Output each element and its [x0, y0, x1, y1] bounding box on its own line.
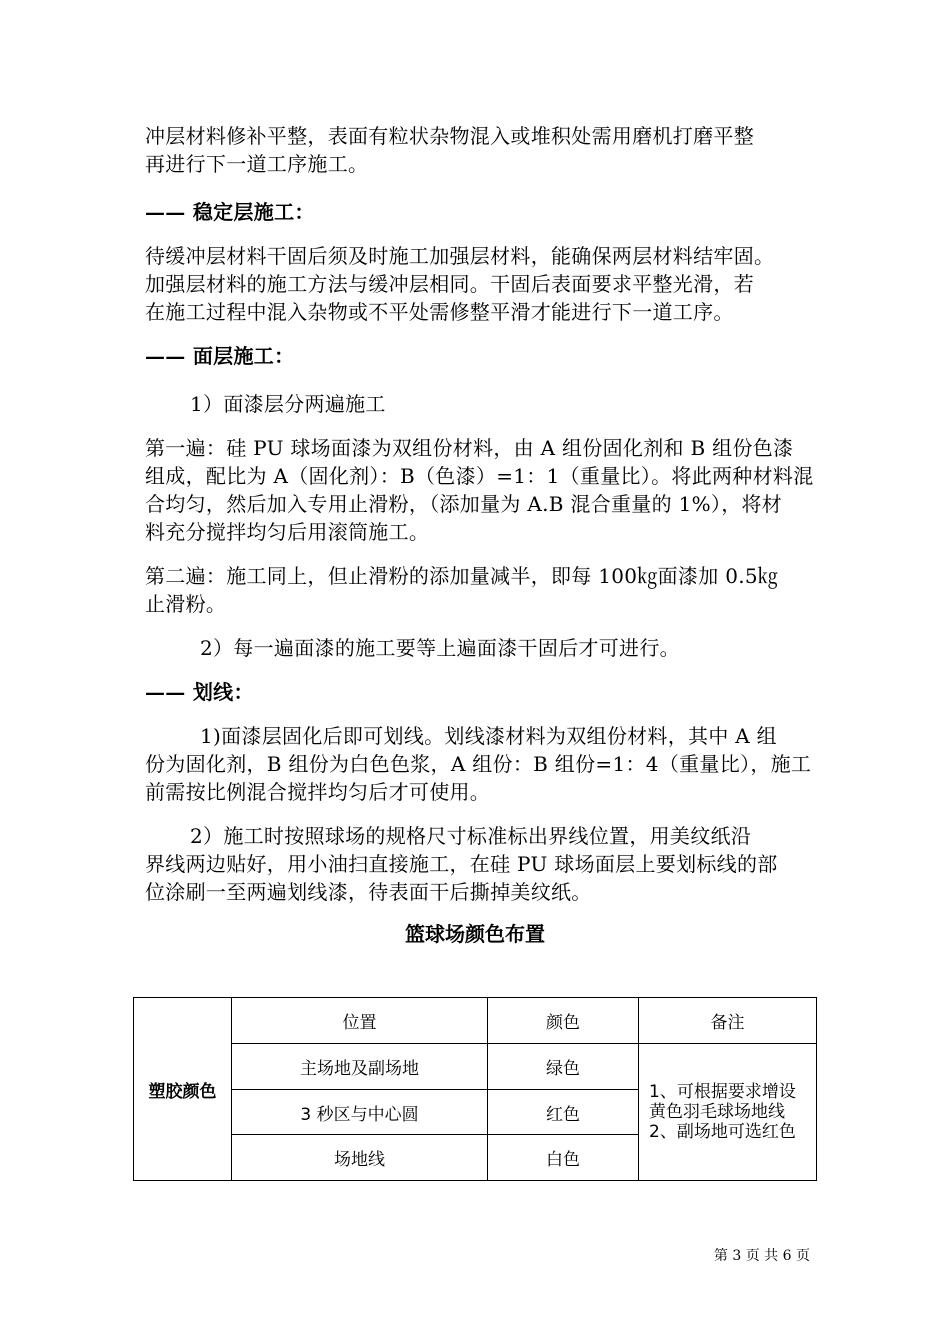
sub-item-1: 1）面漆层分两遍施工 [190, 392, 386, 416]
group-label-cell: 塑胶颜色 [134, 998, 232, 1181]
court-color-table [133, 997, 817, 1181]
paragraph-line: 第二遍：施工同上，但止滑粉的添加量减半，即每 100㎏面漆加 0.5㎏ [145, 564, 779, 588]
table-title: 篮球场颜色布置 [405, 922, 545, 946]
paragraph-line: 再进行下一道工序施工。 [145, 152, 369, 176]
paragraph-line: 第一遍：硅 PU 球场面漆为双组份材料，由 A 组份固化剂和 B 组份色漆 [145, 436, 794, 460]
page-number-footer: 第 3 页 共 6 页 [713, 1248, 810, 1264]
paragraph-line: 冲层材料修补平整，表面有粒状杂物混入或堆积处需用磨机打磨平整 [145, 124, 754, 148]
position-cell: 3 秒区与中心圆 [232, 1090, 488, 1135]
paragraph-line: 2）施工时按照球场的规格尺寸标准标出界线位置，用美纹纸沿 [190, 824, 752, 848]
paragraph-line: 料充分搅拌均匀后用滚筒施工。 [145, 520, 430, 544]
header-color: 颜色 [488, 998, 639, 1044]
paragraph-line: 加强层材料的施工方法与缓冲层相同。干固后表面要求平整光滑，若 [145, 272, 754, 296]
color-cell: 红色 [488, 1090, 639, 1135]
paragraph-line: 组成，配比为 A（固化剂）：B（色漆）=1：1（重量比）。将此两种材料混 [145, 464, 814, 488]
paragraph-line: 待缓冲层材料干固后须及时施工加强层材料，能确保两层材料结牢固。 [145, 244, 775, 268]
color-cell: 绿色 [488, 1044, 639, 1090]
position-cell: 场地线 [232, 1135, 488, 1181]
paragraph-line: 合均匀，然后加入专用止滑粉，（添加量为 A.B 混合重量的 1%），将材 [145, 492, 783, 516]
paragraph-line: 界线两边贴好，用小油扫直接施工，在硅 PU 球场面层上要划标线的部 [145, 852, 778, 876]
note-line: 2、副场地可选红色 [649, 1122, 796, 1142]
note-line: 黄色羽毛球场地线 [649, 1102, 785, 1122]
color-cell: 白色 [488, 1135, 639, 1181]
paragraph-line: 前需按比例混合搅拌均匀后才可使用。 [145, 780, 491, 804]
note-line: 1、可根据要求增设 [649, 1082, 796, 1102]
paragraph-line: 位涂刷一至两遍划线漆，待表面干后撕掉美纹纸。 [145, 880, 592, 904]
header-position: 位置 [232, 998, 488, 1044]
section-heading-surface-layer: —— 面层施工： [145, 344, 295, 368]
section-heading-line-marking: —— 划线： [145, 680, 254, 704]
header-note: 备注 [639, 998, 817, 1044]
paragraph-line: 在施工过程中混入杂物或不平处需修整平滑才能进行下一道工序。 [145, 300, 734, 324]
section-heading-stable-layer: —— 稳定层施工： [145, 200, 315, 224]
table-header-row [134, 998, 817, 1044]
position-cell: 主场地及副场地 [232, 1044, 488, 1090]
note-cell [639, 1044, 817, 1181]
paragraph-line: 份为固化剂，B 组份为白色色浆，A 组份：B 组份=1：4（重量比），施工 [145, 752, 812, 776]
paragraph-line: 止滑粉。 [145, 592, 227, 616]
sub-item-2: 2）每一遍面漆的施工要等上遍面漆干固后才可进行。 [200, 636, 680, 660]
table-row [134, 1044, 817, 1090]
paragraph-line: 1)面漆层固化后即可划线。划线漆材料为双组份材料，其中 A 组 [200, 724, 777, 748]
